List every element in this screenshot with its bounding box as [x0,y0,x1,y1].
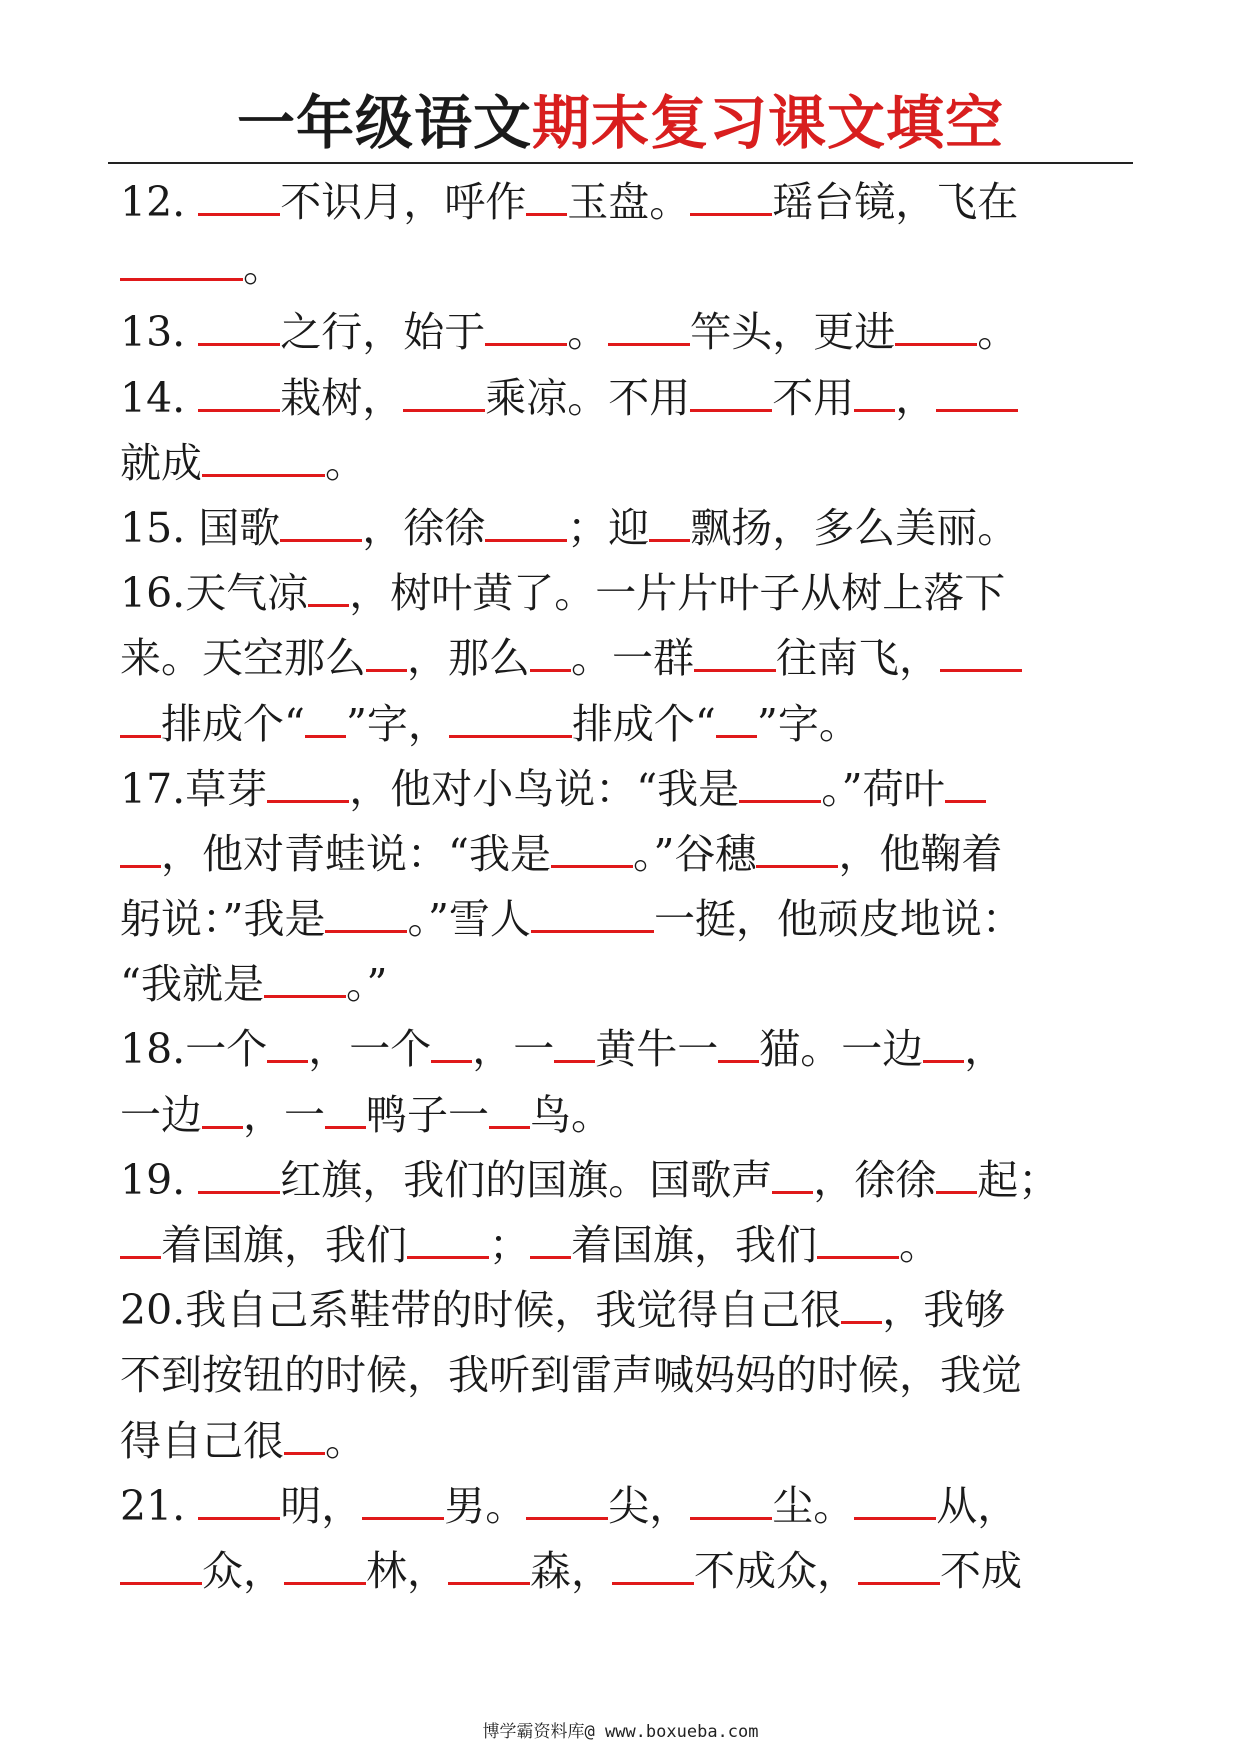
line-text: 排成个“ [161,699,305,748]
line-text: 12. [120,178,199,226]
fill-blank [690,372,772,412]
fill-blank [649,502,690,542]
line-text: 众， [202,1546,284,1595]
line-text: 14. [120,373,199,422]
fill-blank [120,1545,202,1585]
fill-blank [264,958,346,998]
line-text: 。 [899,1221,940,1269]
worksheet-line [120,496,1130,561]
fill-blank [694,632,776,672]
line-text: 林， [366,1546,448,1595]
line-text: ，树叶黄了。一片片叶子从树上落下 [349,569,1006,618]
worksheet-line [120,1539,1130,1604]
fill-blank [325,1089,366,1129]
line-text: 就成 [120,438,202,487]
line-text: ，那么 [407,634,530,683]
fill-blank [772,1154,813,1194]
line-text: 18.一个 [120,1025,268,1074]
line-text: ，他对小鸟说：“我是 [349,764,740,813]
fill-blank [718,1024,759,1064]
fill-blank [690,176,772,216]
worksheet-line [120,822,1130,887]
line-text: 19. [120,1155,199,1204]
fill-blank [485,502,567,542]
line-text: 玉盘。 [567,178,691,226]
line-text: ， [895,373,937,422]
line-text: ；迎 [567,503,650,552]
line-text: 排成个“ [571,699,716,748]
fill-blank [690,1480,772,1520]
worksheet-line [120,300,1130,365]
fill-blank [308,567,349,607]
fill-blank [936,1154,977,1194]
line-text: 尖， [608,1481,691,1530]
fill-blank [526,176,567,216]
fill-blank [936,372,1018,412]
fill-blank [362,1480,444,1520]
line-text: 着国旗，我们 [571,1221,817,1269]
fill-blank [198,306,280,346]
worksheet-line [120,1409,1130,1474]
fill-blank [554,1024,595,1064]
worksheet-line [120,757,1130,822]
fill-blank [407,1219,489,1259]
title-black-part: 一年级语文 [236,89,532,157]
line-text: 不到按钮的时候，我听到雷声喊妈妈的时候，我觉 [120,1351,1022,1400]
line-text: ，一 [243,1090,325,1139]
line-text: 男。 [444,1481,527,1530]
fill-blank [858,1545,940,1585]
fill-blank [449,698,572,738]
fill-blank [530,632,571,672]
fill-blank [923,1024,964,1064]
line-text: 不用 [772,373,855,422]
line-text: ，徐徐 [813,1155,937,1204]
line-text: 躬说：”我是 [120,895,326,944]
line-text: ”字。 [756,699,860,748]
fill-blank [198,176,280,216]
line-text: 鸭子一 [366,1090,489,1139]
fill-blank [284,1545,366,1585]
line-text: 红旗，我们的国旗。国歌声 [280,1155,773,1204]
line-text: ，我够 [882,1286,1006,1335]
line-text: 起； [977,1155,1060,1204]
line-text: 往南飞， [776,634,940,683]
line-text: 13. [120,308,199,357]
fill-blank [325,893,407,933]
fill-blank [431,1024,472,1064]
line-text: ”字， [345,699,449,748]
fill-blank [612,1545,694,1585]
line-text: 21. [120,1481,199,1530]
line-text: “我就是 [120,960,264,1009]
fill-blank [284,1415,325,1455]
fill-blank [608,306,690,346]
line-text: ，徐徐 [362,503,486,552]
fill-blank [202,1089,243,1129]
line-text: 黄牛一 [595,1025,719,1074]
line-text: ，一 [472,1025,555,1074]
fill-blank [489,1089,530,1129]
line-text: 栽树， [280,373,404,422]
worksheet-line [120,1278,1130,1343]
fill-blank [739,763,821,803]
fill-blank [854,1480,936,1520]
fill-blank [305,698,346,738]
worksheet-line [120,626,1130,691]
fill-blank [198,372,280,412]
worksheet-line [120,1343,1130,1408]
fill-blank [854,372,895,412]
line-text: 20.我自己系鞋带的时候，我觉得自己很 [120,1286,842,1335]
line-text: ； [489,1221,530,1269]
worksheet-line [120,1474,1130,1539]
line-text: 。” [345,960,388,1009]
line-text: ， [964,1025,1006,1074]
line-text: 。 [325,1416,366,1465]
fill-blank [267,763,349,803]
line-text: 飘扬，多么美丽。 [690,503,1019,552]
fill-blank [120,1219,161,1259]
line-text: 从， [936,1481,1019,1530]
line-text: 16.天气凉 [120,569,309,618]
line-text: 竿头，更进 [690,308,896,357]
line-text: 不识月，呼作 [280,178,527,226]
line-text: 17.草芽 [120,764,268,813]
line-text: 。 [567,308,609,357]
footer-watermark: 博学霸资料库@ www.boxueba.com [482,1722,759,1742]
worksheet-body [120,170,1130,1604]
fill-blank [485,306,567,346]
fill-blank [448,1545,530,1585]
line-text: 一挺，他顽皮地说： [653,895,1023,944]
line-text: ，他鞠着 [838,829,1003,878]
line-text: 森， [530,1546,612,1595]
title-red-part: 期末复习课文填空 [532,89,1005,157]
fill-blank [895,306,977,346]
worksheet-line [120,235,1130,300]
worksheet-line [120,952,1130,1017]
fill-blank [120,698,161,738]
line-text: 猫。一边 [759,1025,924,1074]
fill-blank [945,763,986,803]
line-text: ，一个 [308,1025,432,1074]
fill-blank [120,828,161,868]
title-divider [108,162,1133,164]
worksheet-line [120,887,1130,952]
line-text: 。 [325,438,366,487]
fill-blank [551,828,633,868]
line-text: 。”谷穗 [632,829,757,878]
worksheet-line [120,1213,1130,1278]
line-text: 一边 [120,1090,202,1139]
line-text: 不成众， [694,1546,858,1595]
worksheet-line [120,1148,1130,1213]
worksheet-line [120,170,1130,235]
line-text: 得自己很 [120,1416,284,1465]
fill-blank [267,1024,308,1064]
line-text: 鸟。 [530,1090,612,1139]
line-text: 。 [977,308,1019,357]
line-text: 。一群 [571,634,694,683]
line-text: 瑶台镜，飞在 [772,178,1019,226]
fill-blank [756,828,838,868]
fill-blank [531,893,654,933]
worksheet-line [120,366,1130,431]
line-text: 15. 国歌 [120,503,281,552]
fill-blank [198,1154,280,1194]
fill-blank [403,372,485,412]
line-text: 着国旗，我们 [161,1221,407,1269]
fill-blank [526,1480,608,1520]
fill-blank [716,698,757,738]
worksheet-line [120,692,1130,757]
line-text: 尘。 [772,1481,855,1530]
fill-blank [198,1480,280,1520]
line-text: 。 [243,243,284,292]
fill-blank [280,502,362,542]
line-text: 。”荷叶 [821,764,945,813]
worksheet-line [120,1017,1130,1082]
line-text: 。”雪人 [407,895,531,944]
fill-blank [817,1219,899,1259]
fill-blank [366,632,407,672]
worksheet-line [120,1083,1130,1148]
worksheet-line [120,431,1130,496]
page-title [0,88,1241,158]
line-text: 来。天空那么 [120,634,366,683]
line-text: 之行，始于 [280,308,486,357]
line-text: 不成 [940,1546,1022,1595]
fill-blank [202,437,325,477]
worksheet-line [120,561,1130,626]
fill-blank [530,1219,571,1259]
line-text: 明， [280,1481,363,1530]
line-text: ，他对青蛙说：“我是 [161,829,551,878]
fill-blank [841,1284,882,1324]
fill-blank [940,632,1022,672]
line-text: 乘凉。不用 [485,373,691,422]
fill-blank [120,241,243,281]
